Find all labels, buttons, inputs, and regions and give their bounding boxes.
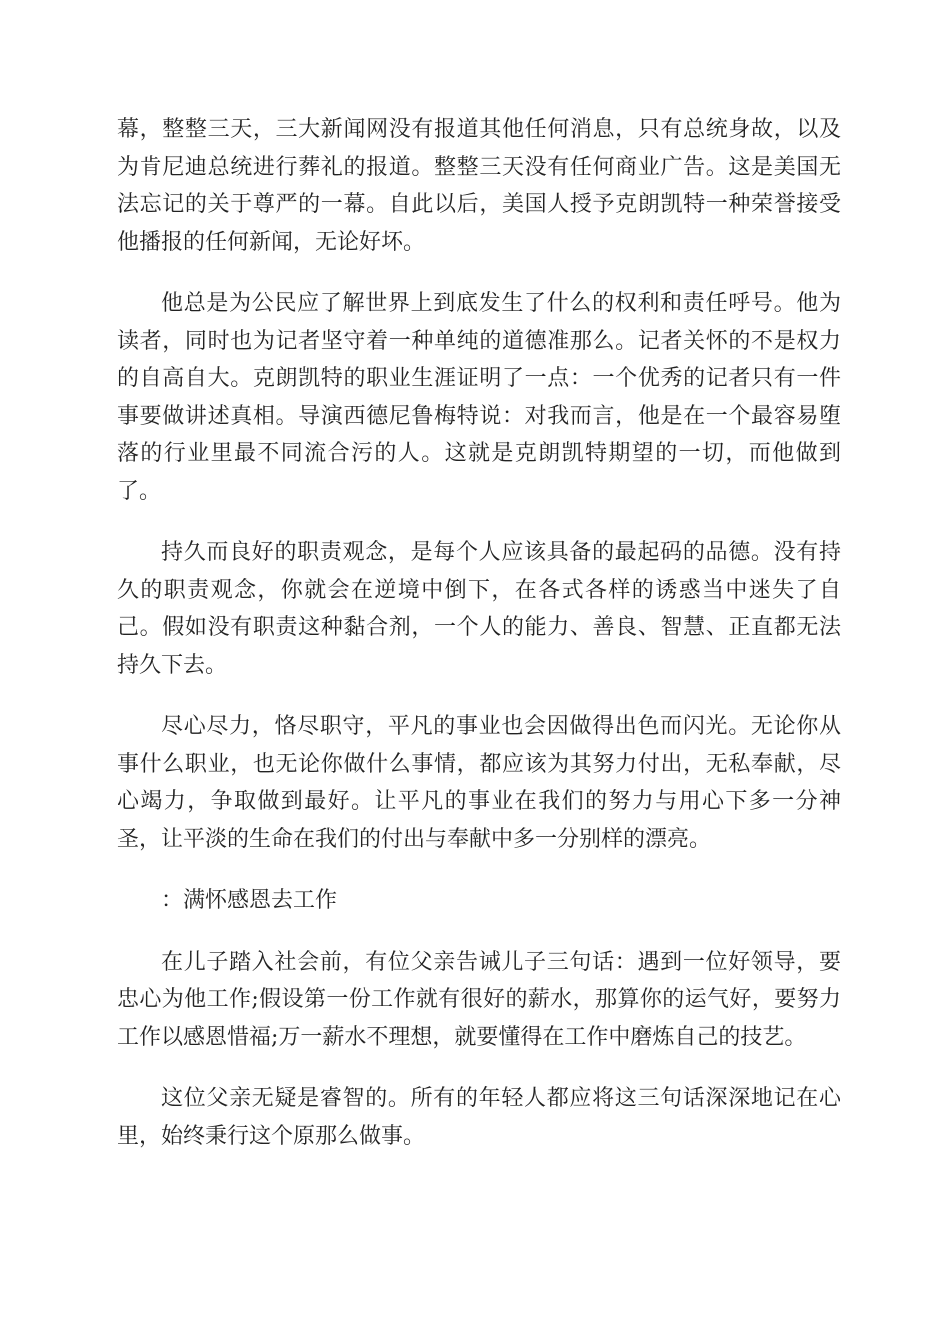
paragraph-4: 尽心尽力，恪尽职守，平凡的事业也会因做得出色而闪光。无论你从事什么职业，也无论你做什么事情，都应该为其努力付出，无私奉献，尽心竭力，争取做到最好。让平凡的事业在我们的努力与用心下多一分神圣，让平淡的生命在我们的付出与奉献中多一分别样的漂亮。 bbox=[117, 714, 841, 852]
paragraph-5: 在儿子踏入社会前，有位父亲告诫儿子三句话：遇到一位好领导，要忠心为他工作;假设第一份工作就有很好的薪水，那算你的运气好，要努力工作以感恩惜福;万一薪水不理想，就要懂得在工作中磨炼自己的技艺。 bbox=[117, 949, 841, 1050]
paragraph-3: 持久而良好的职责观念，是每个人应该具备的最起码的品德。没有持久的职责观念，你就会在逆境中倒下，在各式各样的诱惑当中迷失了自己。假如没有职责这种黏合剂，一个人的能力、善良、智慧、正直都无法持久下去。 bbox=[117, 540, 841, 678]
section-heading: ：满怀感恩去工作 bbox=[161, 888, 338, 913]
paragraph-2: 他总是为公民应了解世界上到底发生了什么的权利和责任呼号。他为读者，同时也为记者坚守着一种单纯的道德准那么。记者关怀的不是权力的自高自大。克朗凯特的职业生涯证明了一点：一个优秀的记者只有一件事要做讲述真相。导演西德尼鲁梅特说：对我而言，他是在一个最容易堕落的行业里最不同流合污的人。这就是克朗凯特期望的一切，而他做到了。 bbox=[117, 291, 841, 504]
paragraph-6: 这位父亲无疑是睿智的。所有的年轻人都应将这三句话深深地记在心里，始终秉行这个原那么做事。 bbox=[117, 1086, 841, 1149]
document-body bbox=[117, 111, 841, 1179]
paragraph-1: 幕，整整三天，三大新闻网没有报道其他任何消息，只有总统身故，以及为肯尼迪总统进行葬礼的报道。整整三天没有任何商业广告。这是美国无法忘记的关于尊严的一幕。自此以后，美国人授予克朗凯特一种荣誉接受他播报的任何新闻，无论好坏。 bbox=[117, 117, 841, 255]
